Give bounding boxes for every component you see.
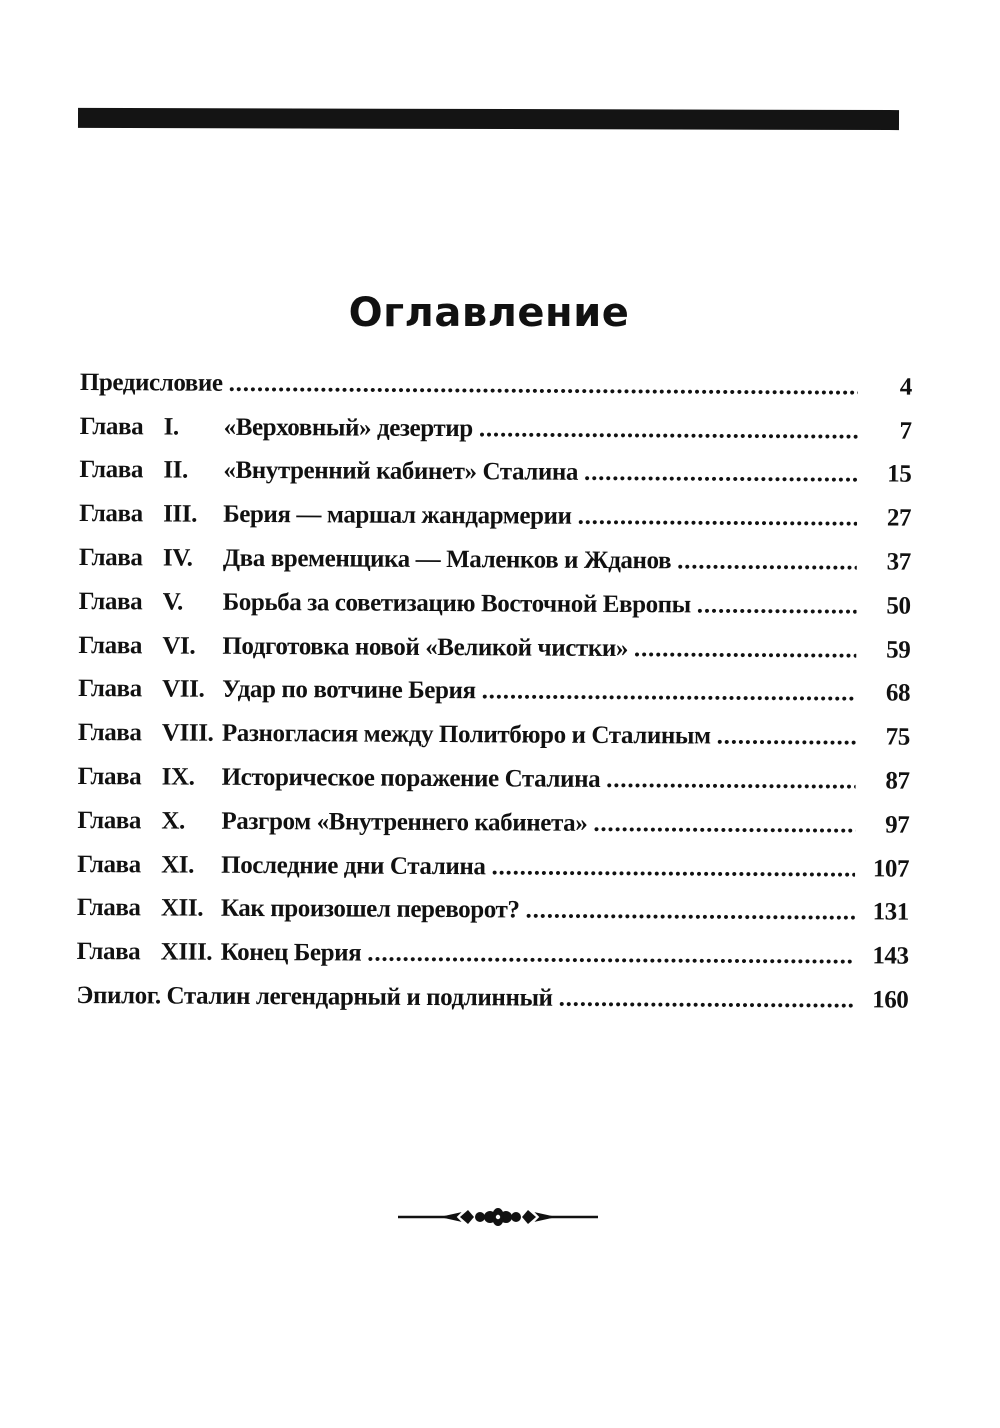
ornament-divider	[396, 1204, 600, 1230]
toc-page-number: 50	[886, 592, 911, 620]
chapter-number: I.	[163, 413, 179, 441]
chapter-label: Глава	[78, 631, 143, 660]
toc-entry-chapter-8	[78, 711, 910, 759]
chapter-number: XIII.	[160, 938, 213, 966]
toc-entry-lead	[79, 544, 857, 576]
dot-leader	[593, 810, 855, 839]
toc-page-number: 27	[886, 504, 912, 532]
chapter-label: Глава	[79, 500, 143, 528]
toc-entry-title: Конец Берия	[220, 939, 362, 967]
toc-entry-title: Подготовка новой «Великой чистки»	[222, 632, 629, 662]
chapter-number: X.	[161, 807, 186, 835]
toc-entry-lead	[79, 456, 857, 488]
toc-page-number: 143	[872, 942, 909, 970]
chapter-number: XI.	[161, 851, 195, 879]
toc-page-number: 4	[899, 373, 912, 401]
toc-entry-chapter-9	[78, 755, 910, 803]
toc-page-number: 68	[885, 679, 911, 708]
toc-entry-chapter-13	[77, 930, 909, 978]
toc-entry-title: Берия — маршал жандармерии	[223, 501, 572, 531]
chapter-number: III.	[163, 500, 198, 528]
chapter-number: IX.	[161, 763, 195, 791]
toc-entry-title: Предисловие	[79, 368, 223, 397]
toc-entry-lead	[77, 807, 855, 839]
toc-page-number: 15	[887, 460, 912, 489]
chapter-number: VIII.	[161, 719, 214, 748]
toc-entry-chapter-6	[78, 624, 910, 672]
toc-entry-title: Два временщика — Маленков и Жданов	[222, 544, 672, 575]
dot-leader	[525, 897, 855, 927]
toc-entry-lead	[76, 982, 854, 1014]
toc-page-number: 87	[885, 767, 910, 795]
toc-entry-lead	[80, 413, 858, 445]
chapter-label: Глава	[77, 719, 142, 747]
dot-leader	[367, 940, 855, 971]
chapter-number: VII.	[162, 675, 205, 704]
dot-leader	[697, 591, 857, 620]
toc-entry-lead	[79, 588, 857, 620]
toc-heading: Оглавление	[348, 290, 630, 336]
toc-entry-title: Разгром «Внутреннего кабинета»	[221, 807, 588, 837]
top-rule	[78, 108, 899, 130]
toc-page-number: 97	[885, 811, 910, 839]
dot-leader	[606, 766, 856, 795]
toc-page-number: 37	[886, 548, 911, 576]
toc-entry-chapter-10	[77, 799, 909, 847]
toc-page-number: 107	[872, 855, 910, 883]
toc-entry-title: Историческое поражение Сталина	[221, 763, 601, 793]
toc-entry-chapter-2	[79, 449, 911, 497]
toc-entry-title: «Верховный» дезертир	[223, 413, 473, 442]
toc-entry-lead	[78, 675, 856, 707]
dot-leader	[482, 678, 857, 708]
chapter-label: Глава	[78, 587, 143, 616]
toc-entry-lead	[78, 719, 856, 751]
toc-entry-lead	[77, 938, 855, 970]
toc-entry-chapter-4	[79, 536, 911, 584]
toc-entry-title: Как произошел переворот?	[220, 895, 520, 924]
toc-entry-chapter-1	[80, 405, 912, 453]
toc-entry-lead	[77, 894, 855, 926]
toc-list	[76, 361, 912, 1023]
dot-leader	[491, 853, 855, 883]
toc-entry-preface	[80, 361, 912, 409]
dot-leader	[578, 503, 858, 533]
toc-entry-lead	[77, 851, 855, 883]
toc-entry-lead	[79, 500, 857, 532]
toc-page-number: 160	[872, 986, 909, 1014]
dot-leader	[717, 723, 856, 752]
toc-entry-chapter-11	[77, 843, 909, 891]
toc-entry-chapter-7	[78, 668, 910, 716]
chapter-label: Глава	[76, 894, 141, 922]
chapter-label: Глава	[77, 850, 141, 879]
toc-entry-chapter-3	[79, 492, 911, 540]
toc-entry-chapter-12	[77, 887, 909, 935]
chapter-label: Глава	[78, 544, 143, 572]
toc-page-number: 75	[885, 723, 910, 751]
toc-page-number: 131	[872, 898, 910, 927]
chapter-number: VI.	[162, 632, 196, 660]
toc-entry-title: Последние дни Сталина	[221, 851, 486, 880]
chapter-label: Глава	[78, 675, 142, 703]
chapter-number: IV.	[162, 544, 193, 572]
toc-page-number: 7	[899, 417, 912, 445]
toc-entry-title: Эпилог. Сталин легендарный и подлинный	[76, 982, 553, 1012]
chapter-label: Глава	[77, 763, 142, 791]
chapter-label: Глава	[79, 412, 144, 441]
chapter-label: Глава	[76, 938, 141, 966]
toc-page-number: 59	[886, 636, 911, 664]
dot-leader	[584, 459, 857, 489]
toc-entry-lead	[78, 763, 856, 795]
toc-entry-lead	[80, 369, 858, 401]
chapter-number: XII.	[160, 894, 204, 923]
toc-entry-title: Разногласия между Политбюро и Сталиным	[221, 720, 711, 750]
dot-leader	[677, 547, 857, 576]
toc-entry-lead	[78, 632, 856, 664]
chapter-number: V.	[162, 588, 184, 616]
toc-entry-chapter-5	[79, 580, 911, 628]
dot-leader	[559, 985, 855, 1015]
dot-leader	[634, 635, 857, 664]
dot-leader	[479, 415, 858, 445]
chapter-label: Глава	[79, 456, 144, 484]
chapter-label: Глава	[77, 806, 142, 835]
dot-leader	[229, 370, 858, 402]
toc-entry-title: Удар по вотчине Берия	[222, 676, 476, 705]
toc-entry-epilogue	[76, 974, 908, 1022]
toc-entry-title: «Внутренний кабинет» Сталина	[223, 457, 579, 487]
toc-entry-title: Борьба за советизацию Восточной Европы	[222, 588, 691, 619]
chapter-number: II.	[163, 456, 188, 485]
